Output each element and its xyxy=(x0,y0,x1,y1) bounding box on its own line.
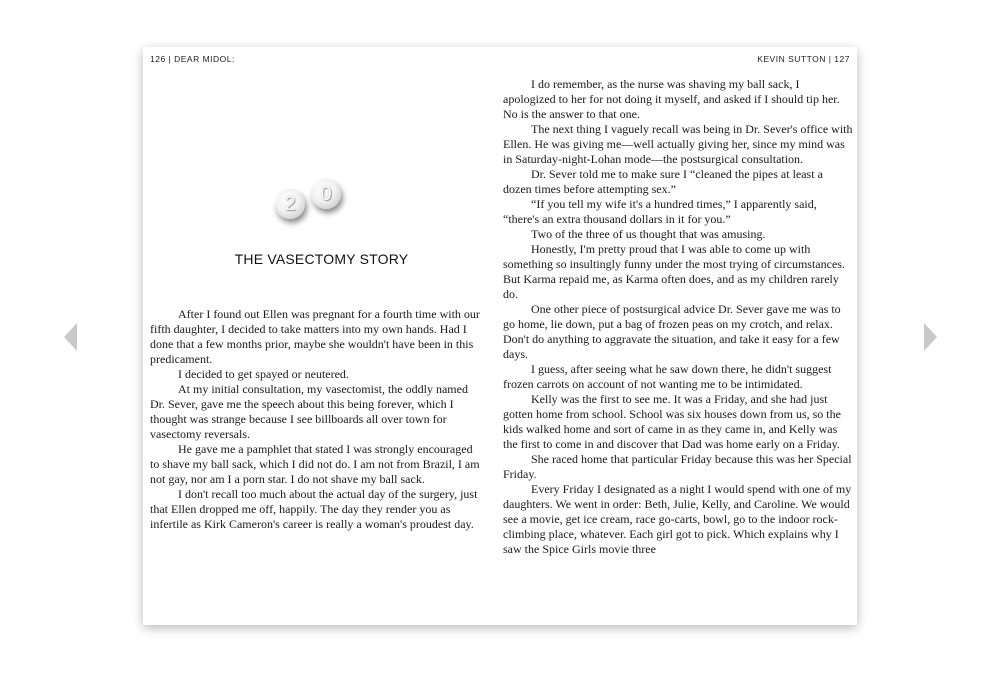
book-spread xyxy=(143,47,857,625)
previous-page-arrow-icon[interactable] xyxy=(64,323,77,351)
left-page xyxy=(143,47,500,625)
left-body-text xyxy=(150,307,480,532)
left-running-head: 126 | DEAR MIDOL: xyxy=(150,54,235,64)
paragraph: Dr. Sever told me to make sure I “cleaned the pipes at least a dozen times before attempting sex.” xyxy=(503,167,823,196)
paragraph: Honestly, I'm pretty proud that I was able to come up with something so insultingly funny under the most trying of circumstances. But Karma repaid me, as Karma often does, and as my children rarely do. xyxy=(503,242,845,301)
paragraph: After I found out Ellen was pregnant for a fourth time with our fifth daughter, I decided to take matters into my own hands. Had I done that a few months prior, maybe she wouldn't have been in this predicament. xyxy=(150,307,480,366)
right-running-head: KEVIN SUTTON | 127 xyxy=(757,54,850,64)
paragraph: I do remember, as the nurse was shaving my ball sack, I apologized to her for not doing it myself, and asked if I should tip her. No is the answer to that one. xyxy=(503,77,840,121)
chapter-number-pills xyxy=(273,177,353,227)
pill-icon: 0 xyxy=(311,179,341,209)
paragraph: I guess, after seeing what he saw down there, he didn't suggest frozen carrots on account of not wanting me to be intimidated. xyxy=(503,362,832,391)
paragraph: The next thing I vaguely recall was being in Dr. Sever's office with Ellen. He was giving me—well actually giving her, since my mind was in Saturday-night-Lohan mode—the postsurgical consultation. xyxy=(503,122,853,166)
chapter-title: THE VASECTOMY STORY xyxy=(234,251,409,267)
next-page-arrow-icon[interactable] xyxy=(924,323,937,351)
paragraph: She raced home that particular Friday because this was her Special Friday. xyxy=(503,452,852,481)
pill-icon: 2 xyxy=(275,189,305,219)
paragraph: Two of the three of us thought that was amusing. xyxy=(531,227,766,241)
paragraph: He gave me a pamphlet that stated I was strongly encouraged to shave my ball sack, which I did not do. I am not from Brazil, I am not gay, nor am I a porn star. I do not shave my ball sack. xyxy=(150,442,480,486)
paragraph: Kelly was the first to see me. It was a Friday, and she had just gotten home from school. School was six houses down from us, so the kids walked home and sort of came in as they came in, and Kelly was the first to come in and discover that Dad was home early on a Friday. xyxy=(503,392,841,451)
right-body-text xyxy=(503,77,853,557)
paragraph: One other piece of postsurgical advice Dr. Sever gave me was to go home, lie down, put a bag of frozen peas on my crotch, and relax. Don't do anything to aggravate the situation, and take it easy for a few days. xyxy=(503,302,841,361)
paragraph: I decided to get spayed or neutered. xyxy=(178,367,349,381)
right-page xyxy=(500,47,857,625)
paragraph: At my initial consultation, my vasectomist, the oddly named Dr. Sever, gave me the speech about this being forever, which I thought was strange because I see billboards all over town for vasectomy reversals. xyxy=(150,382,468,441)
paragraph: I don't recall too much about the actual day of the surgery, just that Ellen dropped me off, happily. The day they render you as infertile as Kirk Cameron's career is really a woman's proudest day. xyxy=(150,487,478,531)
paragraph: “If you tell my wife it's a hundred times,” I apparently said, “there's an extra thousand dollars in it for you.” xyxy=(503,197,817,226)
paragraph: Every Friday I designated as a night I would spend with one of my daughters. We went in order: Beth, Julie, Kelly, and Caroline. We would see a movie, get ice cream, race go-carts, bowl, go to the indoor rock-climbing place, whatever. Each girl got to pick. Which explains why I saw the Spice Girls movie three xyxy=(503,482,852,556)
